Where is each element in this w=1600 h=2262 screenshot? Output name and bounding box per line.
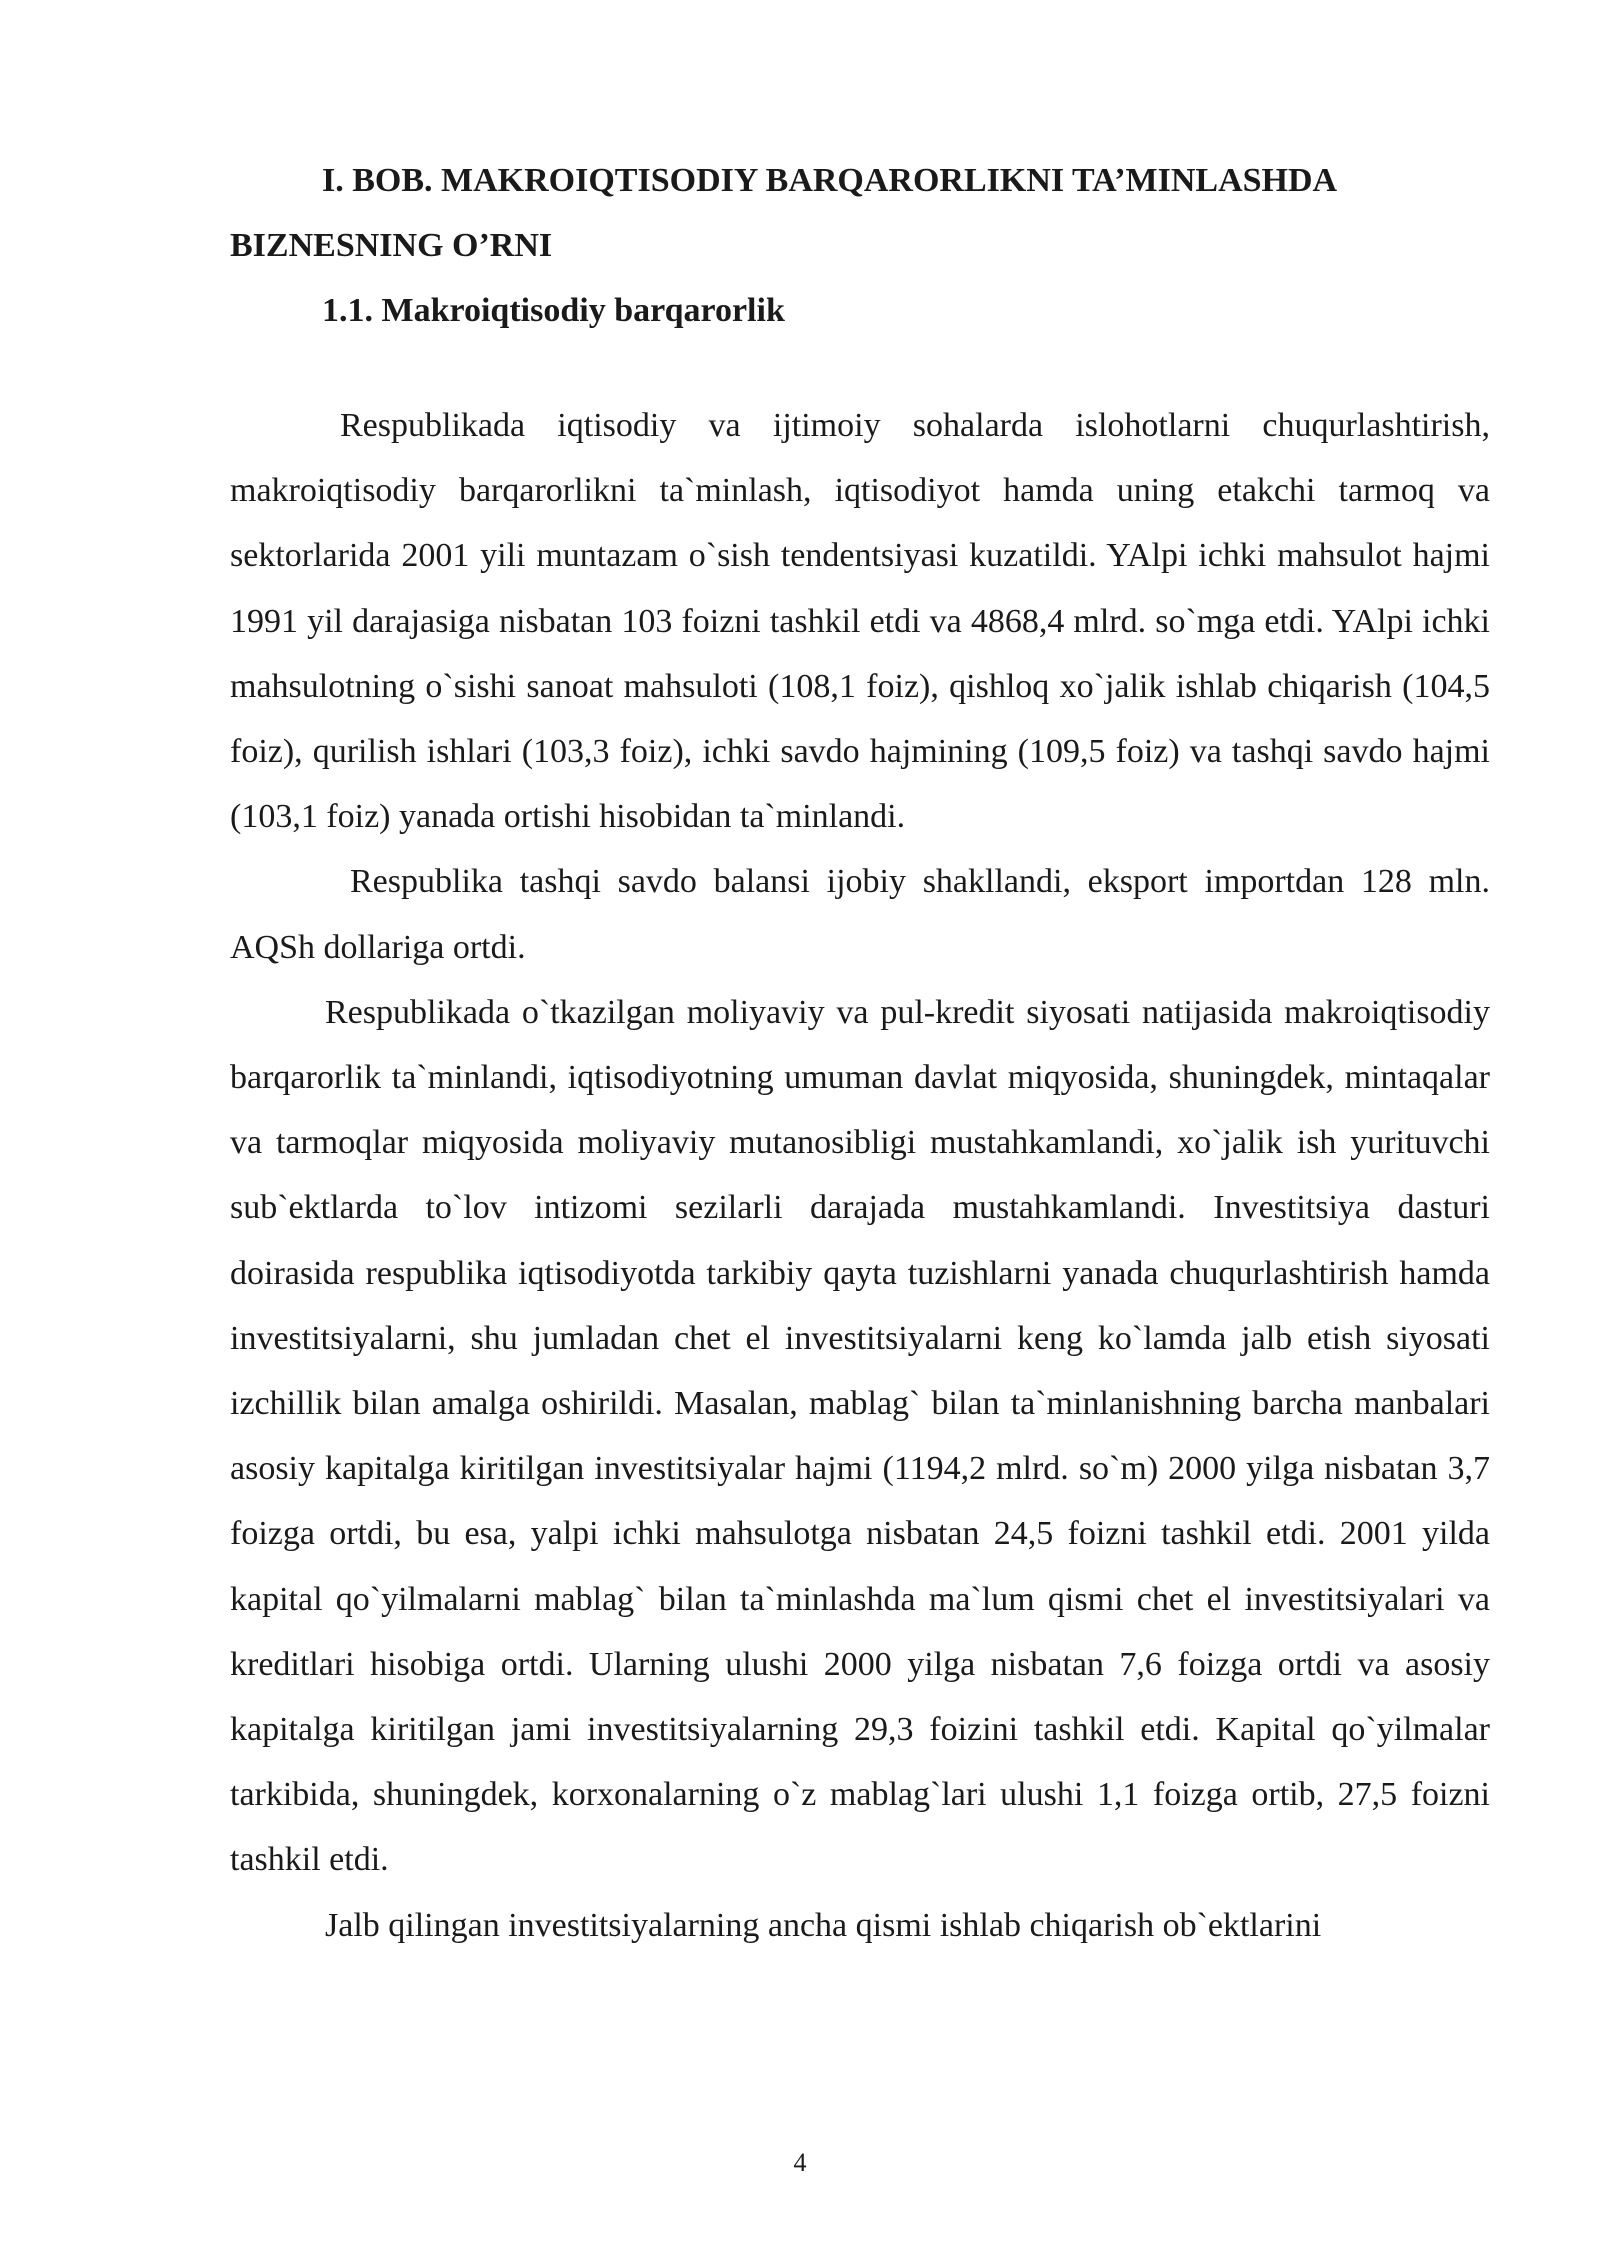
document-page <box>230 148 1490 1958</box>
body-text <box>230 393 1490 1958</box>
paragraph-4: Jalb qilingan investitsiyalarning ancha qismi ishlab chiqarish ob`ektlarini <box>325 1906 1322 1944</box>
paragraph-3: Respublikada o`tkazilgan moliyaviy va pul-kredit siyosati natijasida makroiqtisodiy barqarorlik ta`minlandi, iqtisodiyotning umuman davlat miqyosida, shuningdek, mintaqalar va tarmoqlar miqyosida moliyaviy mutanosibligi mustahkamlandi, xo`jalik ish yurituvchi sub`ektlarda to`lov intizomi sezilarli darajada mustahkamlandi. Investitsiya dasturi doirasida respublika iqtisodiyotda tarkibiy qayta tuzishlarni yanada chuqurlashtirish hamda investitsiyalarni, shu jumladan chet el investitsiyalarni keng ko`lamda jalb etish siyosati izchillik bilan amalga oshirildi. Masalan, mablag` bilan ta`minlanishning barcha manbalari asosiy kapitalga kiritilgan investitsiyalar hajmi (1194,2 mlrd. so`m) 2000 yilga nisbatan 3,7 foizga ortdi, bu esa, yalpi ichki mahsulotga nisbatan 24,5 foizni tashkil etdi. 2001 yilda kapital qo`yilmalarni mablag` bilan ta`minlashda ma`lum qismi chet el investitsiyalari va kreditlari hisobiga ortdi. Ularning ulushi 2000 yilga nisbatan 7,6 foizga ortdi va asosiy kapitalga kiritilgan jami investitsiyalarning 29,3 foizini tashkil etdi. Kapital qo`yilmalar tarkibida, shuningdek, korxonalarning o`z mablag`lari ulushi 1,1 foizga ortib, 27,5 foizni tashkil etdi. <box>230 993 1490 1879</box>
chapter-title: I. BOB. MAKROIQTISODIY BARQARORLIKNI TA’MINLASHDA BIZNESNING O’RNI <box>230 162 1336 264</box>
section-title: 1.1. Makroiqtisodiy barqarorlik <box>322 292 785 329</box>
paragraph-2: Respublika tashqi savdo balansi ijobiy shakllandi, eksport importdan 128 mln. AQSh dollariga ortdi. <box>230 863 1490 966</box>
paragraph-1: Respublikada iqtisodiy va ijtimoiy sohalarda islohotlarni chuqurlashtirish, makroiqtisodiy barqarorlikni ta`minlash, iqtisodiyot hamda uning etakchi tarmoq va sektorlarida 2001 yili muntazam o`sish tendentsiyasi kuzatildi. YAlpi ichki mahsulot hajmi 1991 yil darajasiga nisbatan 103 foizni tashkil etdi va 4868,4 mlrd. so`mga etdi. YAlpi ichki mahsulotning o`sishi sanoat mahsuloti (108,1 foiz), qishloq xo`jalik ishlab chiqarish (104,5 foiz), qurilish ishlari (103,3 foiz), ichki savdo hajmining (109,5 foiz) va tashqi savdo hajmi (103,1 foiz) yanada ortishi hisobidan ta`minlandi. <box>230 407 1490 836</box>
page-number: 4 <box>793 2148 807 2177</box>
